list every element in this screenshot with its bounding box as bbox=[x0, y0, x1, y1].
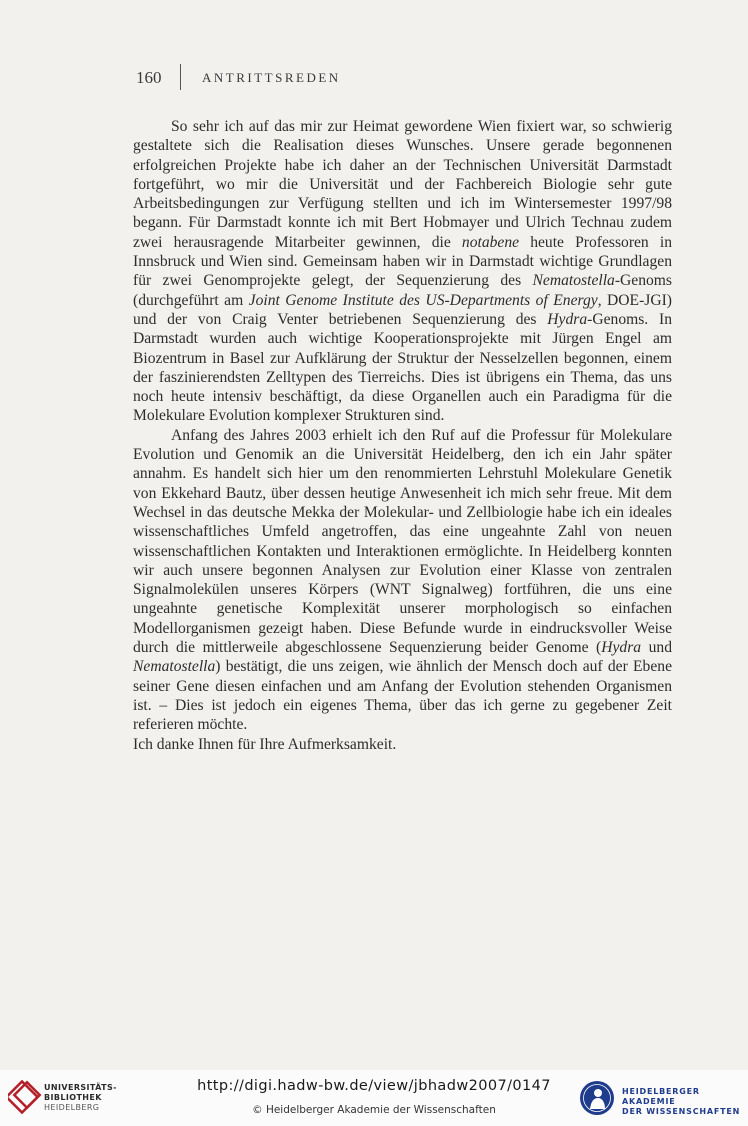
page-header bbox=[136, 64, 676, 94]
copyright-notice: © Heidelberger Akademie der Wissenschaften bbox=[252, 1104, 496, 1116]
body-text bbox=[133, 117, 672, 754]
academy-name-line1: HEIDELBERGER AKADEMIE bbox=[622, 1087, 700, 1106]
viewer-footer bbox=[0, 1070, 748, 1126]
text-run: , DOE-JGI) und der von Craig Venter betriebenen Sequenzierung des bbox=[133, 291, 672, 328]
text-run: So sehr ich auf das mir zur Heimat gewordene Wien fixiert war, so schwierig gestaltete sich die Realisation dieses Wunsches. Unsere gerade begonnenen erfolgreichen Projekte habe ich daher an der Technischen Universität Darmstadt fortgeführt, wo mir die Universität und der Fachbereich Biologie sehr gute Arbeitsbedingungen zur Verfügung stellten und ich im Wintersemester 1997/98 begann. Für Darmstadt konnte ich mit Bert Hobmayer und Ulrich Technau zudem zwei herausragende Mitarbeiter gewinnen, die bbox=[133, 118, 672, 251]
paragraph bbox=[133, 735, 672, 754]
page-number: 160 bbox=[136, 68, 162, 87]
text-run: ) bestätigt, die uns zeigen, wie ähnlich der Mensch doch auf der Ebene seiner Gene diesen einfachen und am Anfang der Evolution stehenden Organismen ist. – Dies ist jedoch ein eigenes Thema, über das ich gerne zu gegebener Zeit referieren möchte. bbox=[133, 658, 672, 734]
italic-text: Joint Genome Institute des US-Departments of Energy bbox=[248, 291, 598, 309]
academy-name[interactable] bbox=[622, 1087, 748, 1117]
italic-text: Nematostella bbox=[133, 658, 216, 676]
running-head: ANTRITTSREDEN bbox=[202, 70, 341, 85]
italic-text: Hydra bbox=[547, 310, 588, 328]
text-run: heute Professoren in Innsbruck und Wien sind. Gemeinsam haben wir in Darmstadt wichtige Grundlagen für zwei Genomprojekte gelegt, der Sequenzierung des bbox=[133, 233, 672, 290]
header-divider bbox=[180, 64, 181, 90]
text-run: -Genoms (durchgeführt am bbox=[133, 272, 672, 309]
italic-text: Nematostella bbox=[532, 272, 615, 290]
permalink-url[interactable]: http://digi.hadw-bw.de/view/jbhadw2007/0147 bbox=[197, 1078, 551, 1094]
text-run: Anfang des Jahres 2003 erhielt ich den Ruf auf die Professur für Molekulare Evolution und Genomik an die Universität Heidelberg, den ich ein Jahr später annahm. Es handelt sich hier um den renommierten Lehrstuhl Molekulare Genetik von Ekkehard Bautz, über dessen heutige Anwesenheit ich mich sehr freue. Mit dem Wechsel in das deutsche Mekka der Molekular- und Zellbiologie habe ich ein ideales wissenschaftliches Umfeld angetroffen, das eine ungeahnte Zahl von neuen wissenschaftlichen Kontakten und Interaktionen ermöglichte. In Heidelberg konnten wir auch unsere begonnen Analysen zur Evolution einer Klasse von zentralen Signalmolekülen unseres Körpers (WNT Signalweg) fortführen, die uns eine ungeahnte genetische Komplexität unserer morphologisch so einfachen Modellorganismen gezeigt haben. Diese Befunde wurde in eindrucksvoller Weise durch die mittlerweile abgeschlossene Sequenzierung beider Genome ( bbox=[133, 426, 672, 657]
text-run: und bbox=[641, 639, 672, 657]
italic-text: Hydra bbox=[601, 639, 642, 657]
library-name-line1: UNIVERSITÄTS- bbox=[44, 1083, 117, 1092]
library-name-line3: HEIDELBERG bbox=[44, 1103, 100, 1112]
academy-name-line2: DER WISSENSCHAFTEN bbox=[622, 1107, 741, 1116]
paragraph bbox=[133, 117, 672, 426]
text-run: -Genoms. In Darmstadt wurden auch wichtige Kooperationsprojekte mit Jürgen Engel am Biozentrum in Basel zur Aufklärung der Struktur der Nesselzellen begonnen, einem der faszinierendsten Zelltypen des Tierreichs. Dies ist übrigens ein Thema, das uns noch heute intensiv beschäftigt, da diese Organellen auch ein Paradigma für die Molekulare Evolution komplexer Strukturen sind. bbox=[133, 310, 672, 425]
text-run: Ich danke Ihnen für Ihre Aufmerksamkeit. bbox=[133, 735, 397, 753]
italic-text: notabene bbox=[461, 233, 520, 251]
paragraph bbox=[133, 426, 672, 735]
library-name-line2: BIBLIOTHEK bbox=[44, 1093, 102, 1102]
hadw-seal-icon[interactable] bbox=[578, 1079, 616, 1117]
